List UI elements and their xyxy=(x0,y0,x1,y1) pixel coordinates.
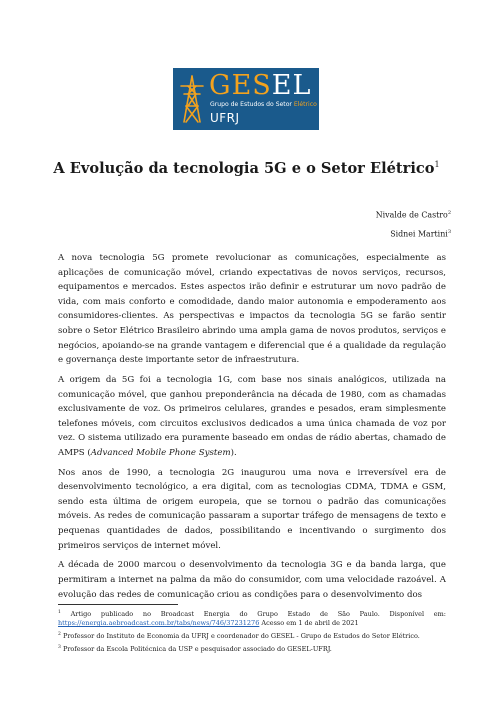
footnote-text: Acesso em 1 de abril de 2021 xyxy=(259,619,359,628)
paragraph-italic-term: Advanced Mobile Phone System xyxy=(90,447,231,458)
logo-wordmark xyxy=(209,72,311,99)
footnote-link[interactable]: https://energia.aebroadcast.com.br/tabs/news/746/37231276 xyxy=(58,619,260,628)
footnote xyxy=(58,630,446,641)
logo-wordmark-part1: GES xyxy=(209,70,272,101)
logo-subtitle-part2: Elétrico xyxy=(293,101,317,108)
footnote-divider xyxy=(58,604,178,605)
author-name: Nivalde de Castro xyxy=(375,210,448,220)
footnote-number: 3 xyxy=(58,644,61,650)
author xyxy=(376,210,451,220)
paragraph-text: A origem da 5G foi a tecnologia 1G, com base nos sinais analógicos, utilizada na comunicação móvel, que ganhou preponderância na década de 1980, com as chamadas exclusivamente de voz. Os primeiros celulares, grandes e pesados, eram simplesmente telefones móveis, com circuitos exclusivos dedicados a uma única chamada de voz por vez. O sistema utilizado era puramente baseado em ondas de rádio abertas, chamado de AMPS ( xyxy=(58,374,446,458)
power-pylon-icon xyxy=(179,74,205,124)
paragraph-text: ). xyxy=(230,447,237,458)
gesel-logo xyxy=(173,68,319,130)
logo-wordmark-part2: EL xyxy=(271,70,312,101)
author xyxy=(390,229,451,239)
footnote-text: Professor da Escola Politécnica da USP e pesquisador associado do GESEL-UFRJ. xyxy=(60,645,332,654)
logo-institution: UFRJ xyxy=(210,111,240,125)
logo-subtitle xyxy=(210,101,317,108)
author-footnote-ref[interactable]: 2 xyxy=(447,210,451,216)
document-title-text: A Evolução da tecnologia 5G e o Setor Elétrico xyxy=(53,160,435,177)
footnote-text: Artigo publicado no Broadcast Energia do Grupo Estado de São Paulo. Disponível em: xyxy=(60,610,446,619)
article-body xyxy=(58,251,446,607)
author-footnote-ref[interactable]: 3 xyxy=(447,229,451,235)
logo-subtitle-part1: Grupo de Estudos do Setor xyxy=(210,101,294,108)
paragraph: A nova tecnologia 5G promete revolucionar as comunicações, especialmente as aplicações de comunicação móvel, criando expectativas de novos serviços, recursos, equipamentos e mercados. Estes aspectos irão definir e estruturar um novo padrão de vida, com mais conforto e comodidade, dando maior autonomia e empoderamento aos consumidores-clientes. As perspectivas e impactos da tecnologia 5G se farão sentir sobre o Setor Elétrico Brasileiro abrindo uma ampla gama de novos produtos, serviços e negócios, apoiando-se na grande vantagem e diferencial que é a qualidade da regulação e governança deste importante setor de infraestrutura. xyxy=(58,253,446,366)
paragraph xyxy=(58,373,446,461)
footnote xyxy=(58,643,446,654)
document-title xyxy=(0,160,493,177)
footnote-number: 2 xyxy=(58,632,61,638)
paragraph: Nos anos de 1990, a tecnologia 2G inaugurou uma nova e irreversível era de desenvolvimento tecnológico, a era digital, com as tecnologias CDMA, TDMA e GSM, sendo esta última de origem europeia, que se tornou o padrão das comunicações móveis. As redes de comunicação passaram a suportar tráfego de mensagens de texto e pequenas quantidades de dados, possibilitando e incentivando o surgimento dos primeiros serviços de internet móvel. xyxy=(58,467,446,551)
footnote xyxy=(58,608,446,629)
footnote-number: 1 xyxy=(58,610,61,615)
author-name: Sidnei Martini xyxy=(390,229,448,239)
title-footnote-ref[interactable]: 1 xyxy=(434,160,440,170)
footnotes xyxy=(58,608,446,656)
footnote-text: Professor do Instituto de Economia da UFRJ e coordenador do GESEL - Grupo de Estudos do Setor Elétrico. xyxy=(60,632,420,641)
paragraph: A década de 2000 marcou o desenvolvimento da tecnologia 3G e da banda larga, que permitiram a internet na palma da mão do consumidor, com uma velocidade razoável. A evolução das redes de comunicação criou as condições para o desenvolvimento dos xyxy=(58,560,446,600)
